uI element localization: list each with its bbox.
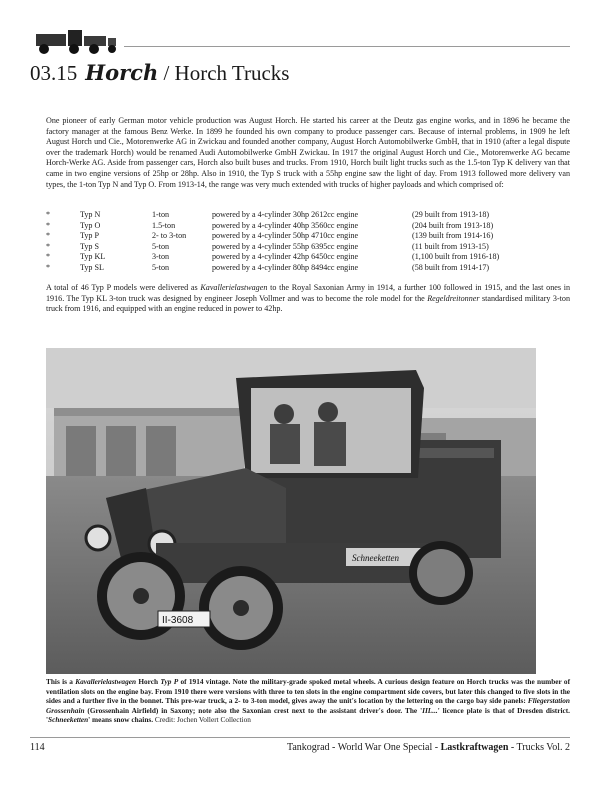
model-bullet: *: [46, 262, 51, 272]
model-name: Typ P: [80, 231, 99, 241]
caption-text: ' licence plate is that of Dresden district. ': [46, 705, 570, 725]
footer-subtitle: - Trucks Vol. 2: [508, 742, 570, 753]
model-row: [46, 242, 570, 253]
model-bullet: *: [46, 252, 51, 262]
model-name: Typ N: [80, 210, 101, 219]
photo-caption: [46, 677, 570, 725]
para2-text: A total of 46 Typ P models were delivered as: [46, 283, 201, 292]
model-bullet: *: [46, 210, 51, 219]
para2-italic-term: Kavallerielastwagen: [200, 283, 268, 292]
caption-text: This is a: [46, 677, 76, 686]
cargo-sign: Schneeketten: [352, 553, 399, 563]
licence-plate: II-3608: [162, 615, 194, 626]
model-row: [46, 231, 570, 242]
model-engine: powered by a 4-cylinder 80hp 8494cc engine: [212, 262, 359, 272]
far-rear-wheel: [409, 541, 473, 605]
model-built: (11 built from 1913-15): [412, 241, 489, 251]
caption-italic-term: Typ P: [160, 677, 179, 686]
caption-text: ' means snow chains.: [88, 715, 154, 725]
title-gothic: Horch: [85, 60, 159, 85]
model-name: Typ O: [80, 220, 101, 230]
para2-text: to the Royal Saxonian Army in 1914, a further 100 followed in 1915, and the last ones in 1916. The Typ KL 3-ton truck was designed by engineer Joseph Vollmer and was to become the role model for the: [46, 283, 571, 303]
para2-text: standardised military 3-ton truck from 1916, and equipped with an engine reduced in power to 42hp.: [46, 293, 570, 314]
caption-italic-term: Kavallerielastwagen: [75, 677, 137, 686]
model-engine: powered by a 4-cylinder 55hp 6395cc engine: [212, 241, 359, 251]
vintage-truck-icon: [30, 26, 122, 56]
model-row: [46, 221, 570, 232]
model-built: (204 built from 1913-18): [412, 220, 494, 230]
model-built: (29 built from 1913-18): [412, 210, 490, 219]
model-built: (139 built from 1914-16): [412, 231, 494, 241]
footer-bold-title: Lastkraftwagen: [440, 742, 509, 753]
rear-wheel: [199, 566, 283, 650]
page-number: 114: [30, 742, 45, 753]
model-engine: powered by a 4-cylinder 42hp 6450cc engine: [212, 252, 359, 262]
caption-text: (Grossenhain Airfield) in Saxony; note also the Saxonian crest next to the assistant driver's door. The ': [84, 705, 423, 715]
footer-rule: [30, 737, 570, 738]
model-name: Typ SL: [80, 262, 104, 272]
model-name: Typ S: [80, 241, 99, 251]
caption-text: of 1914 vintage. Note the military-grade spoked metal wheels. A curious design feature on Horch trucks was the number of ventilation slots on the engine bay. From 1910 there were versions with three to ten slots in the engine compartment side covers, but later this changed to five slots in the sides and a further five in the bonnet. This pre-war truck, a 2- to 3-ton model, gives away the unit's location by the lettering on the cargo bay side panels:: [46, 677, 571, 706]
caption-italic-term: IIL...: [422, 705, 438, 715]
caption-text: Horch: [136, 677, 161, 686]
model-bullet: *: [46, 231, 51, 241]
title-rest: / Horch Trucks: [158, 61, 290, 85]
model-bullet: *: [46, 241, 51, 251]
header-rule: [124, 46, 570, 47]
models-list: [46, 210, 570, 274]
photo-credit: Credit: Jochen Vollert Collection: [154, 715, 251, 725]
para2-italic-term: Regeldreitonner: [427, 293, 480, 303]
model-weight: 5-ton: [152, 262, 170, 272]
model-engine: powered by a 4-cylinder 50hp 4710cc engine: [212, 231, 359, 241]
footer-series-title: [287, 742, 570, 753]
model-weight: 1-ton: [152, 210, 170, 219]
model-row: [46, 252, 570, 263]
truck-photo: [46, 348, 536, 674]
model-weight: 3-ton: [152, 252, 170, 262]
model-row: [46, 263, 570, 274]
model-weight: 2- to 3-ton: [152, 231, 187, 241]
intro-paragraph: One pioneer of early German motor vehicle production was August Horch. He started his career at the Deutz gas engine works, and in 1896 he became the factory manager at the famous Benz Werke. In 1899 he founded his own company to produce passenger cars. Because of internal problems, in 1909 he left August Horch und Cie., Motorenwerke AG in Zwickau and founded another company, August Horch Automobilwerke GmbH, that in 1910 (after a legal dispute over the trademark Horch) would be renamed Audi Automobilwerke GmbH Zwickau. In 1917 the original August Horch und Cie., Motorenwerke AG became Horch-Werke AG. Aside from passenger cars, Horch also built buses and trucks. From 1910, Horch built light trucks such as the 1.5-ton Typ K delivery van that came in two engine versions of 25hp or 28hp. Also in 1910, the Typ S truck with a 55hp engine saw the light of day. From 1913 followed more delivery van types, the 1-ton Typ N and Typ O. From 1913-14, the range was very much extended with trucks of higher payloads and which comprised of:: [46, 116, 570, 189]
section-number: 03.15: [30, 61, 78, 85]
model-engine: powered by a 4-cylinder 40hp 3560cc engine: [212, 220, 359, 230]
section-title: [30, 60, 289, 86]
model-built: (58 built from 1914-17): [412, 262, 490, 272]
model-weight: 1.5-ton: [152, 220, 176, 230]
model-engine: powered by a 4-cylinder 30hp 2612cc engine: [212, 210, 359, 219]
model-weight: 5-ton: [152, 241, 170, 251]
model-built: (1,100 built from 1916-18): [412, 252, 500, 262]
model-bullet: *: [46, 220, 51, 230]
footer-series: Tankograd - World War One Special -: [286, 742, 441, 753]
caption-italic-term: Schneeketten: [48, 715, 89, 725]
model-row: [46, 210, 570, 221]
caption-italic-term: Fliegerstation Grossenhain: [46, 696, 570, 715]
model-name: Typ KL: [80, 252, 106, 262]
kavallerie-paragraph: [46, 283, 570, 315]
